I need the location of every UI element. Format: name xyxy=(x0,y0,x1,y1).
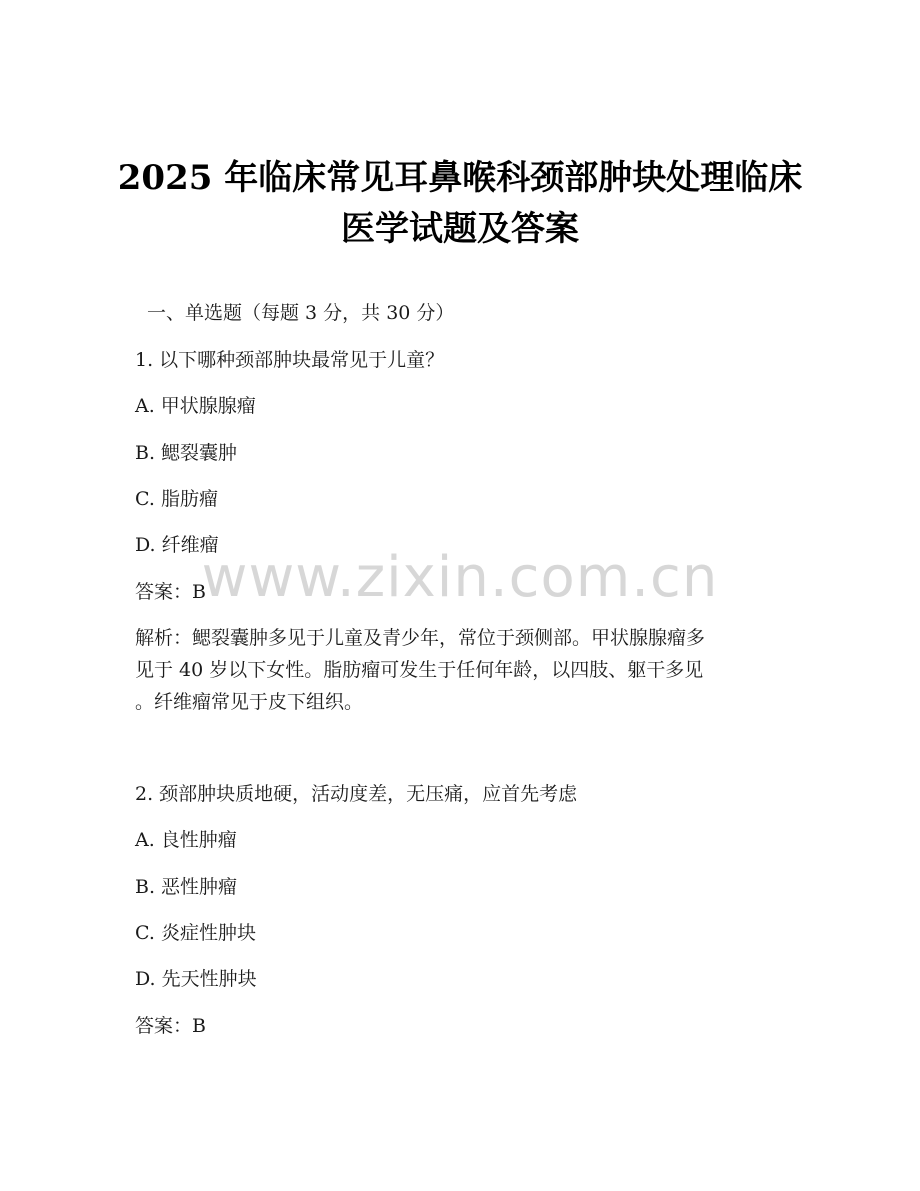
question-1-analysis-line-1: 解析：鳃裂囊肿多见于儿童及青少年，常位于颈侧部。甲状腺腺瘤多 xyxy=(135,627,706,649)
document-title-line-1: 2025 年临床常见耳鼻喉科颈部肿块处理临床 xyxy=(117,158,803,198)
question-2-option-b: B. 恶性肿瘤 xyxy=(135,876,238,898)
question-1-stem: 1. 以下哪种颈部肿块最常见于儿童？ xyxy=(135,349,445,371)
question-1-option-c: C. 脂肪瘤 xyxy=(135,488,218,510)
question-2-option-d: D. 先天性肿块 xyxy=(135,968,257,990)
question-1-option-a: A. 甲状腺腺瘤 xyxy=(135,395,256,417)
question-2-option-c: C. 炎症性肿块 xyxy=(135,922,256,944)
question-1-answer: 答案：B xyxy=(135,581,206,603)
question-2-answer: 答案：B xyxy=(135,1015,206,1037)
question-1-analysis-line-3: 。纤维瘤常见于皮下组织。 xyxy=(135,691,364,713)
question-1-option-b: B. 鳃裂囊肿 xyxy=(135,442,238,464)
question-2-stem: 2. 颈部肿块质地硬，活动度差，无压痛，应首先考虑 xyxy=(135,783,578,805)
question-1-option-d: D. 纤维瘤 xyxy=(135,534,219,556)
document-title-line-2: 医学试题及答案 xyxy=(341,209,579,249)
question-2-option-a: A. 良性肿瘤 xyxy=(135,829,237,851)
question-1-analysis-line-2: 见于 40 岁以下女性。脂肪瘤可发生于任何年龄，以四肢、躯干多见 xyxy=(135,659,704,681)
watermark: www.zixin.com.cn xyxy=(201,545,719,610)
section-heading: 一、单选题（每题 3 分，共 30 分） xyxy=(147,302,455,324)
